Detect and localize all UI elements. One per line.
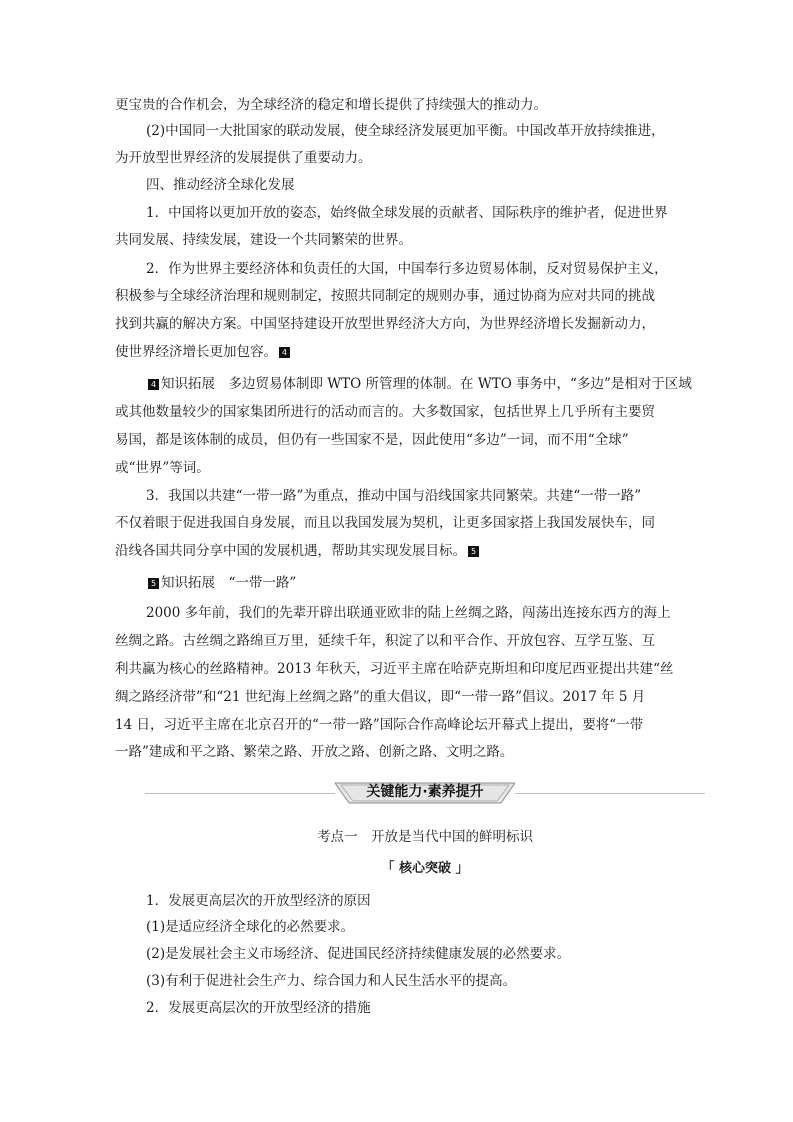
text-line [146, 374, 692, 394]
text-line: 2．作为世界主要经济体和负责任的大国，中国奉行多边贸易体制，反对贸易保护主义， [146, 261, 668, 277]
text-line: 积极参与全球经济治理和规则制定，按照共同制定的规则办事，通过协商为应对共同的挑战 [115, 288, 655, 304]
text-span: 沿线各国共同分享中国的发展机遇，帮助其实现发展目标。 [115, 543, 466, 559]
text-line: 3．我国以共建“一带一路”为重点，推动中国与沿线国家共同繁荣。共建“一带一路” [146, 488, 642, 504]
note-marker: 4 [279, 347, 290, 358]
section-heading: 四、推动经济全球化发展 [146, 177, 295, 193]
text-line: 1．中国将以更加开放的姿态，始终做全球发展的贡献者、国际秩序的维护者，促进世界 [146, 205, 668, 221]
text-line: (1)是适应经济全球化的必然要求。 [146, 919, 355, 935]
text-line: 易国，都是该体制的成员，但仍有一些国家不是，因此使用“多边”一词，而不用“全球” [115, 432, 629, 448]
text-line [115, 541, 680, 561]
text-line: 绸之路经济带”和“21 世纪海上丝绸之路”的重大倡议，即“一带一路”倡议。2017 年 5 月 [115, 689, 646, 705]
text-line: 为开放型世界经济的发展提供了重要动力。 [115, 150, 372, 166]
text-line: 1．发展更高层次的开放型经济的原因 [146, 893, 371, 909]
text-line: 利共赢为核心的丝路精神。2013 年秋天，习近平主席在哈萨克斯坦和印度尼西亚提出共建“丝 [115, 661, 674, 677]
text-line: 找到共赢的解决方案。中国坚持建设开放型世界经济大方向，为世界经济增长发掘新动力， [115, 316, 655, 332]
text-line: (3)有利于促进社会生产力、综合国力和人民生活水平的提高。 [146, 973, 517, 989]
subsection-title: 「 核心突破 」 [381, 861, 469, 876]
note-marker: 5 [148, 578, 159, 589]
banner-title: 关键能力·素养提升 [366, 784, 484, 800]
text-line: 或其他数量较少的国家集团所进行的活动而言的。大多数国家，包括世界上几乎所有主要贸 [115, 404, 655, 420]
text-line: (2)是发展社会主义市场经济、促进国民经济持续健康发展的必然要求。 [146, 946, 571, 962]
section-title: 考点一 开放是当代中国的鲜明标识 [317, 829, 533, 845]
text-line: 丝绸之路。古丝绸之路绵亘万里，延续千年，积淀了以和平合作、开放包容、互学互鉴、互 [115, 633, 655, 649]
text-line: 共同发展、持续发展，建设一个共同繁荣的世界。 [115, 232, 412, 248]
note-marker: 5 [468, 546, 479, 557]
text-line: 不仅着眼于促进我国自身发展，而且以我国发展为契机，让更多国家搭上我国发展快车，同 [115, 515, 655, 531]
text-line: 2．发展更高层次的开放型经济的措施 [146, 1000, 371, 1016]
text-line: 更宝贵的合作机会，为全球经济的稳定和增长提供了持续强大的推动力。 [115, 97, 547, 113]
text-line: (2)中国同一大批国家的联动发展，使全球经济发展更加平衡。中国改革开放持续推进， [146, 123, 665, 139]
knowledge-extension: 知识拓展 多边贸易体制即 WTO 所管理的体制。在 WTO 事务中，“多边”是相对于区域 [161, 376, 692, 392]
text-line: 2000 多年前，我们的先辈开辟出联通亚欧非的陆上丝绸之路，闯荡出连接东西方的海上 [146, 605, 671, 621]
knowledge-extension: 知识拓展 “一带一路” [161, 575, 297, 591]
text-line: 一路”建成和平之路、繁荣之路、开放之路、创新之路、文明之路。 [115, 744, 514, 760]
text-line: 14 日，习近平主席在北京召开的“一带一路”国际合作高峰论坛开幕式上提出，要将“一带 [115, 717, 644, 733]
text-span: 使世界经济增长更加包容。 [115, 344, 277, 360]
note-marker: 4 [148, 379, 159, 390]
text-line: 或“世界”等词。 [115, 460, 210, 476]
text-line [146, 573, 680, 593]
text-line [115, 342, 680, 362]
section-banner [145, 781, 705, 805]
